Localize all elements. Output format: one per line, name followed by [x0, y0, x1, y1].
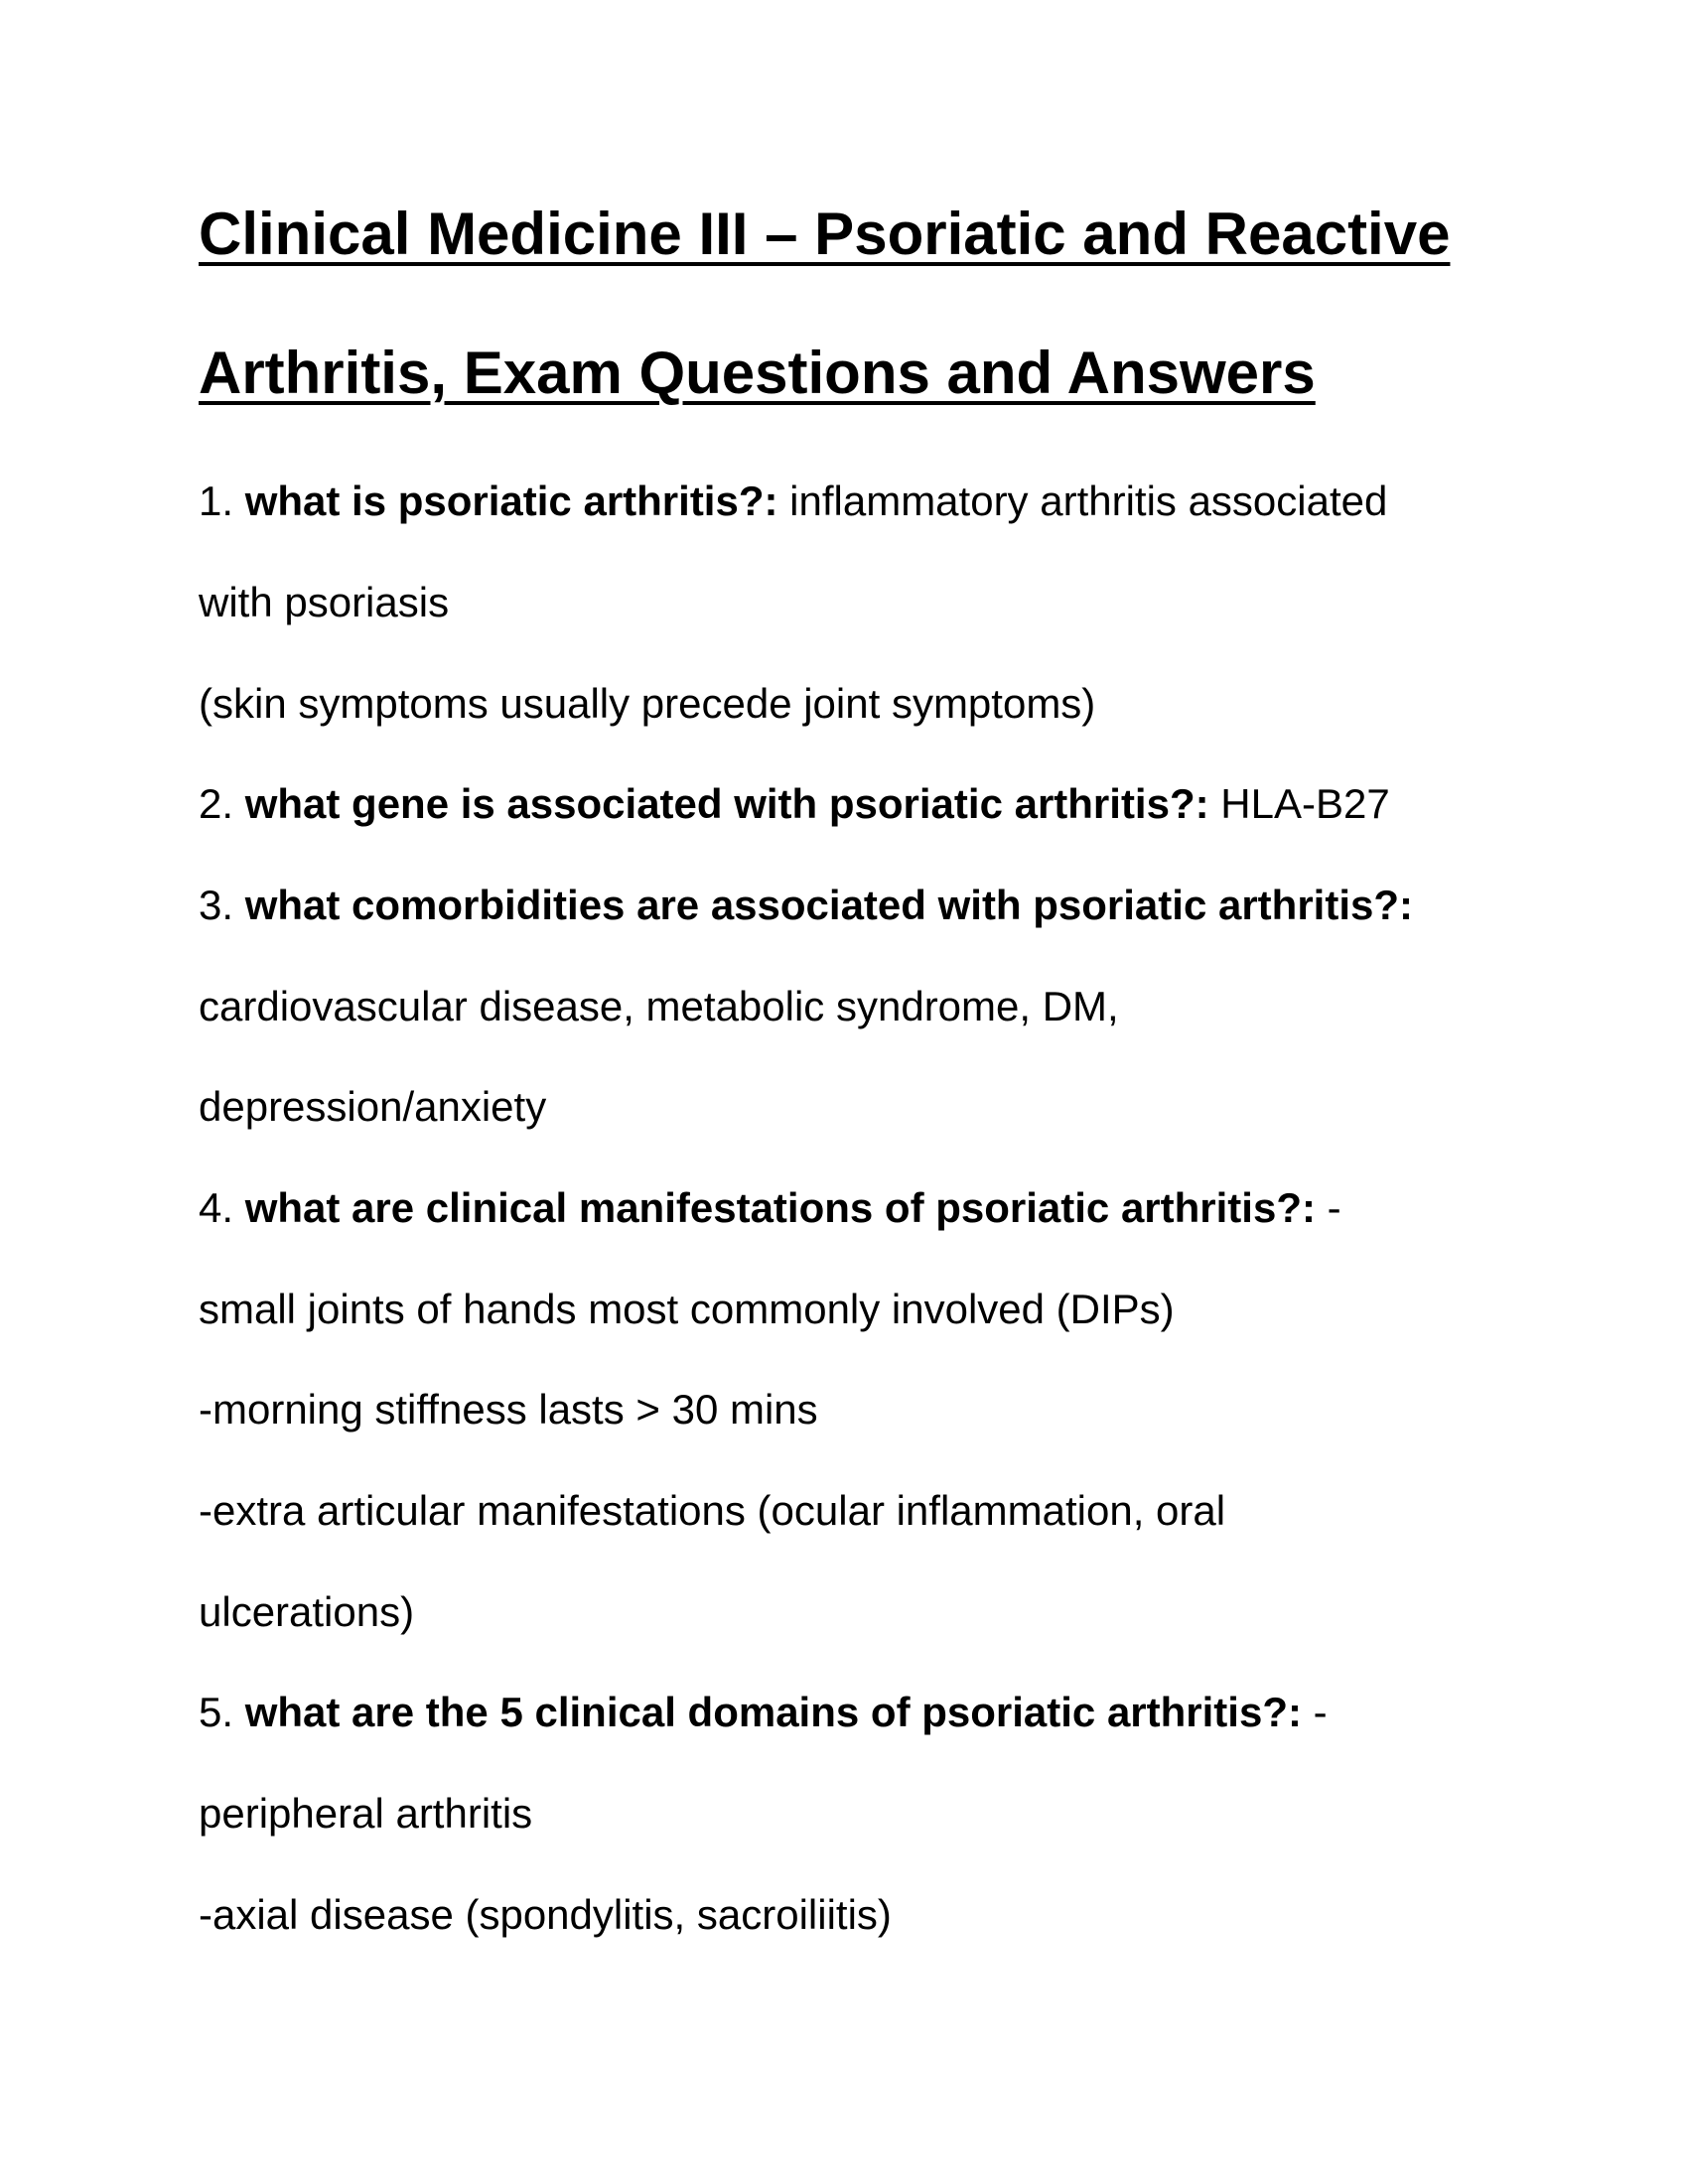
question-number: 5. [199, 1689, 234, 1735]
answer-text: - [1313, 1689, 1328, 1735]
question-text: what are clinical manifestations of psoriatic arthritis?: [244, 1184, 1316, 1231]
question-text: what is psoriatic arthritis?: [244, 478, 778, 524]
answer-line: -morning stiffness lasts > 30 mins [199, 1386, 818, 1433]
question-2 [199, 780, 1390, 827]
question-5 [199, 1689, 1328, 1735]
answer-text: HLA-B27 [1220, 780, 1390, 827]
answer-line: cardiovascular disease, metabolic syndrome, DM, [199, 983, 1119, 1029]
answer-line: small joints of hands most commonly involved (DIPs) [199, 1286, 1175, 1332]
question-text: what are the 5 clinical domains of psoriatic arthritis?: [244, 1689, 1302, 1735]
question-1 [199, 480, 1387, 522]
question-4 [199, 1184, 1341, 1231]
answer-line: -extra articular manifestations (ocular inflammation, oral [199, 1487, 1226, 1534]
question-text: what comorbidities are associated with psoriatic arthritis?: [244, 882, 1413, 928]
question-number: 1. [199, 478, 234, 524]
question-number: 2. [199, 780, 234, 827]
document-title-line-2: Arthritis, Exam Questions and Answers [199, 340, 1316, 406]
answer-line: (skin symptoms usually precede joint symptoms) [199, 680, 1096, 727]
question-3 [199, 882, 1413, 928]
answer-text: inflammatory arthritis associated [789, 478, 1388, 524]
answer-line: ulcerations) [199, 1588, 415, 1635]
answer-line: with psoriasis [199, 579, 450, 625]
answer-line: peripheral arthritis [199, 1790, 533, 1837]
answer-line: depression/anxiety [199, 1083, 547, 1130]
answer-line: -axial disease (spondylitis, sacroiliitis) [199, 1891, 892, 1938]
answer-text: - [1327, 1184, 1341, 1231]
question-number: 4. [199, 1184, 234, 1231]
document-title-line-1: Clinical Medicine III – Psoriatic and Reactive [199, 201, 1451, 267]
question-number: 3. [199, 882, 234, 928]
question-text: what gene is associated with psoriatic arthritis?: [244, 780, 1209, 827]
